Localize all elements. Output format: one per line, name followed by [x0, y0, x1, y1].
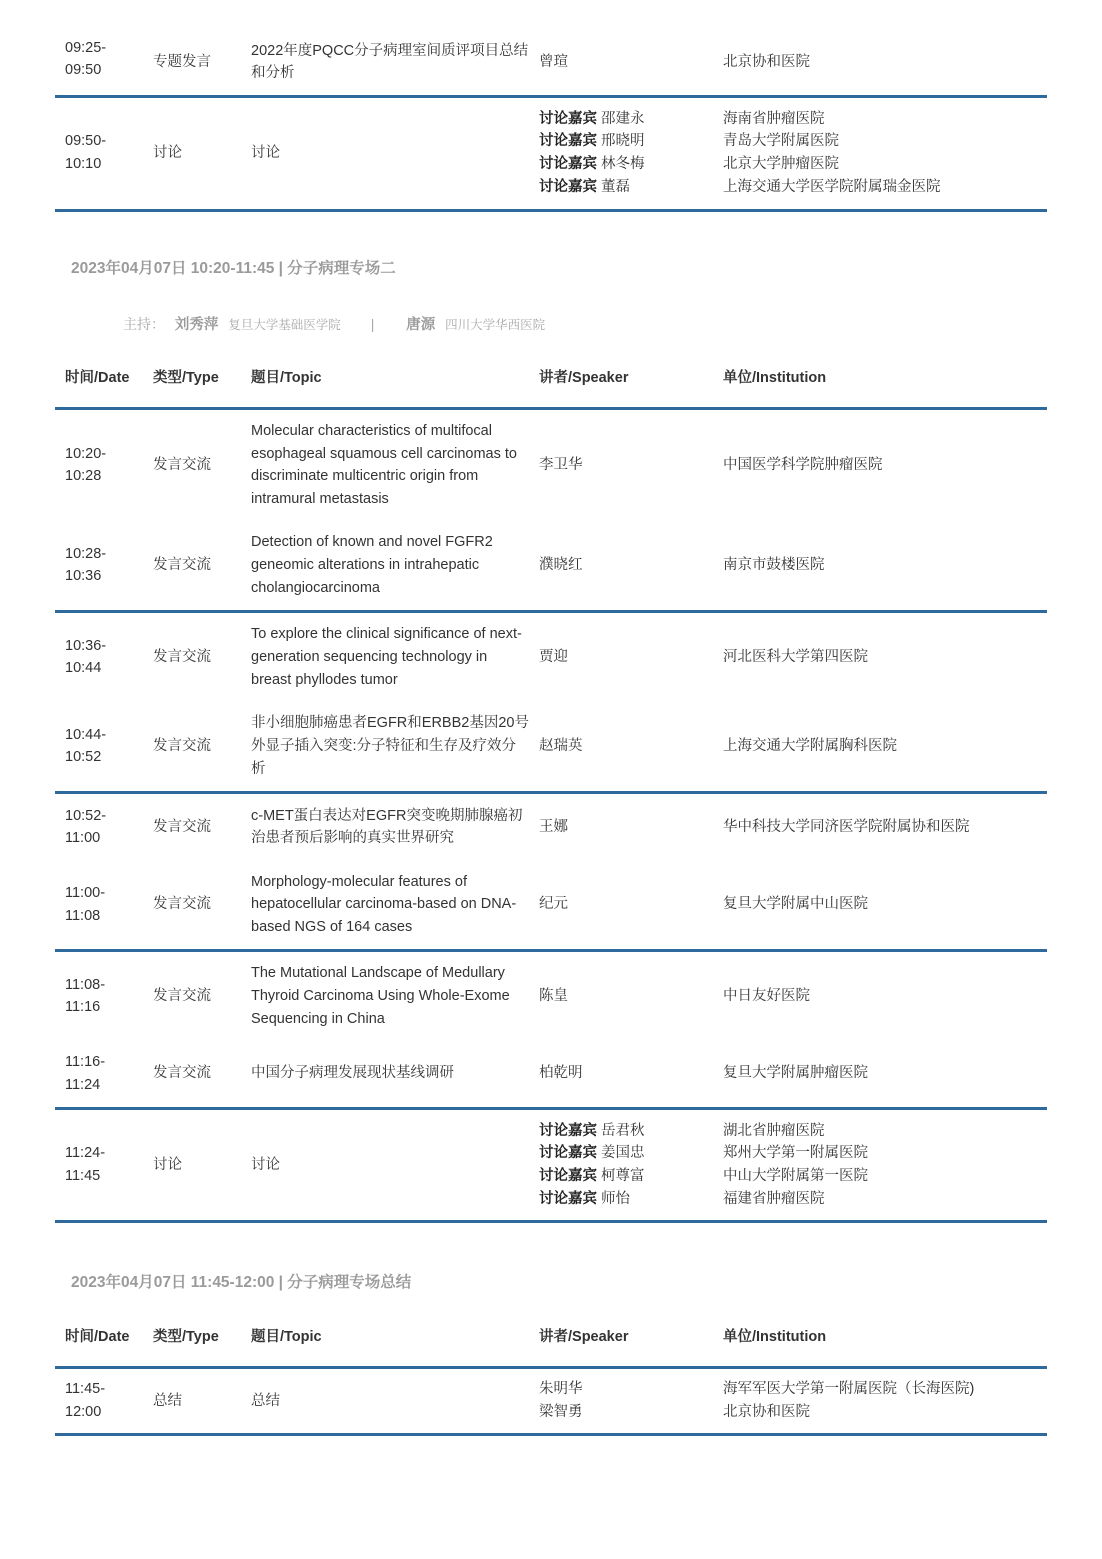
institution: 北京协和医院	[723, 1404, 810, 1420]
time-start: 10:52-	[65, 807, 107, 824]
session-type: 发言交流	[143, 702, 241, 793]
session-type: 专题发言	[143, 30, 241, 96]
session-type: 发言交流	[153, 456, 211, 473]
topic: 2022年度PQCC分子病理室间质评项目总结和分析	[241, 30, 529, 96]
institution: 郑州大学第一附属医院	[723, 1145, 868, 1162]
guest-label: 讨论嘉宾	[539, 178, 597, 195]
time-end: 10:10	[65, 156, 102, 172]
host-name: 唐源	[406, 317, 436, 333]
guest-label: 讨论嘉宾	[539, 156, 597, 172]
table-row	[55, 1041, 1047, 1109]
header-time: 时间/Date	[55, 349, 143, 409]
institution: 上海交通大学附属胸科医院	[713, 702, 1047, 793]
institution: 福建省肿瘤医院	[723, 1190, 825, 1207]
topic: c-MET蛋白表达对EGFR突变晚期肺腺癌初治患者预后影响的真实世界研究	[251, 807, 523, 847]
topic: 非小细胞肺癌患者EGFR和ERBB2基因20号外显子插入突变:分子特征和生存及疗效分析	[241, 702, 529, 793]
header-speaker: 讲者/Speaker	[529, 1308, 713, 1368]
speaker: 朱明华	[539, 1381, 583, 1398]
table-row	[55, 951, 1047, 1041]
guest-label: 讨论嘉宾	[539, 1122, 597, 1139]
table-row	[55, 30, 1047, 96]
header-type: 类型/Type	[143, 1308, 241, 1368]
guest-label: 讨论嘉宾	[539, 1168, 597, 1184]
institution: 复旦大学附属中山医院	[713, 861, 1047, 951]
header-topic: 题目/Topic	[241, 349, 529, 409]
session-type: 发言交流	[153, 648, 211, 665]
institution: 华中科技大学同济医学院附属协和医院	[723, 818, 970, 835]
topic: To explore the clinical significance of next-generation sequencing technology in breast phyllodes tumor	[251, 626, 522, 688]
speaker: 赵瑞英	[529, 702, 713, 793]
guest-name: 柯尊富	[601, 1168, 645, 1184]
table-row	[55, 409, 1047, 521]
guest-name: 邵建永	[601, 110, 645, 127]
table-row	[55, 861, 1047, 951]
speaker: 李卫华	[539, 456, 583, 473]
time-end: 09:50	[65, 62, 102, 79]
institution: 复旦大学附属肿瘤医院	[713, 1041, 1047, 1109]
institution: 中日友好医院	[723, 987, 810, 1004]
session-type: 总结	[143, 1368, 241, 1435]
session-type: 讨论	[143, 96, 241, 210]
guest-label: 讨论嘉宾	[539, 1190, 597, 1207]
time-start: 09:50-	[65, 133, 107, 150]
table-row-discussion	[55, 1109, 1047, 1222]
time-start: 11:45-	[65, 1381, 106, 1398]
topic: 讨论	[241, 96, 529, 210]
session-type: 发言交流	[143, 861, 241, 951]
guest-name: 姜国忠	[601, 1145, 645, 1162]
speaker: 纪元	[529, 861, 713, 951]
institutions	[713, 1368, 1047, 1435]
host-name: 刘秀萍	[174, 317, 219, 333]
guest-label: 讨论嘉宾	[539, 1145, 597, 1162]
table-row	[55, 1368, 1047, 1435]
time-start: 11:08-	[65, 976, 106, 993]
institution: 中山大学附属第一医院	[723, 1168, 868, 1184]
topic: 中国分子病理发展现状基线调研	[241, 1041, 529, 1109]
header-topic: 题目/Topic	[241, 1308, 529, 1368]
institution: 中国医学科学院肿瘤医院	[723, 456, 883, 473]
time-start: 10:28-	[65, 545, 107, 562]
institution: 上海交通大学医学院附属瑞金医院	[723, 178, 941, 195]
topic: The Mutational Landscape of Medullary Thyroid Carcinoma Using Whole-Exome Sequencing in China	[251, 965, 510, 1027]
agenda-table-session-3	[55, 1308, 1047, 1436]
session-title: 2023年04月07日 10:20-11:45 | 分子病理专场二	[71, 260, 396, 277]
time-end: 10:36	[65, 568, 102, 585]
time-end: 11:08	[65, 907, 101, 924]
table-row	[55, 702, 1047, 793]
guest-name: 林冬梅	[601, 156, 645, 172]
institution: 青岛大学附属医院	[723, 133, 839, 150]
session-type: 发言交流	[143, 1041, 241, 1109]
table-row	[55, 793, 1047, 861]
speaker: 曾瑄	[529, 30, 713, 96]
speakers	[529, 1368, 713, 1435]
time-end: 11:00	[65, 830, 101, 847]
topic: Molecular characteristics of multifocal esophageal squamous cell carcinomas to discriminate multicentric origin from intramural metastasis	[251, 422, 517, 507]
topic: 讨论	[241, 1109, 529, 1222]
institution: 湖北省肿瘤医院	[723, 1122, 825, 1139]
time-end: 10:44	[65, 660, 102, 677]
institution: 海军军医大学第一附属医院（长海医院)	[723, 1381, 975, 1398]
topic: 总结	[241, 1368, 529, 1435]
speaker: 柏乾明	[529, 1041, 713, 1109]
table-row-discussion	[55, 96, 1047, 210]
speaker: 贾迎	[539, 648, 568, 665]
time-start: 10:36-	[65, 637, 107, 654]
time-end: 10:52	[65, 749, 102, 766]
table-header	[55, 349, 1047, 409]
session-type: 发言交流	[143, 521, 241, 612]
guest-name: 岳君秋	[601, 1122, 645, 1139]
topic: Detection of known and novel FGFR2 geneomic alterations in intrahepatic cholangiocarcinoma	[241, 521, 529, 612]
header-institution: 单位/Institution	[713, 1308, 1047, 1368]
speaker: 陈皇	[539, 987, 568, 1004]
table-header	[55, 1308, 1047, 1368]
host-institution: 四川大学华西医院	[445, 318, 546, 332]
guest-name: 师怡	[601, 1190, 631, 1207]
header-institution: 单位/Institution	[713, 349, 1047, 409]
institution: 海南省肿瘤医院	[723, 110, 825, 127]
guest-name: 董磊	[601, 178, 631, 195]
agenda-table-session-2	[55, 349, 1047, 1223]
time-end: 10:28	[65, 468, 102, 485]
time-end: 12:00	[65, 1404, 102, 1420]
speaker: 濮晓红	[529, 521, 713, 612]
header-type: 类型/Type	[143, 349, 241, 409]
table-row	[55, 612, 1047, 702]
agenda-table-morning-end	[55, 30, 1047, 212]
time-end: 11:45	[65, 1168, 101, 1184]
institution: 河北医科大学第四医院	[723, 648, 868, 665]
header-time: 时间/Date	[55, 1308, 143, 1368]
header-speaker: 讲者/Speaker	[529, 349, 713, 409]
speaker: 梁智勇	[539, 1404, 583, 1420]
session-type: 发言交流	[153, 987, 211, 1004]
session-type: 讨论	[143, 1109, 241, 1222]
institution: 南京市鼓楼医院	[713, 521, 1047, 612]
host-separator: |	[370, 316, 375, 332]
institution: 北京协和医院	[713, 30, 1047, 96]
speaker: 王娜	[539, 818, 568, 835]
discussion-institutions	[713, 1109, 1047, 1222]
time-start: 10:44-	[65, 726, 107, 743]
discussion-institutions	[713, 96, 1047, 210]
host-label: 主持：	[123, 316, 165, 332]
guest-label: 讨论嘉宾	[539, 133, 597, 150]
institution: 北京大学肿瘤医院	[723, 156, 839, 172]
table-row	[55, 521, 1047, 612]
guest-label: 讨论嘉宾	[539, 110, 597, 127]
time-start: 11:16-	[65, 1054, 106, 1071]
session-title: 2023年04月07日 11:45-12:00 | 分子病理专场总结	[71, 1274, 412, 1291]
time-start: 11:00-	[65, 885, 106, 902]
discussion-guests	[529, 1109, 713, 1222]
time-end: 11:16	[65, 999, 101, 1016]
host-line	[55, 313, 545, 334]
host-institution: 复旦大学基础医学院	[228, 318, 341, 332]
topic: Morphology-molecular features of hepatocellular carcinoma-based on DNA-based NGS of 164 cases	[241, 861, 529, 951]
time-end: 11:24	[65, 1076, 101, 1093]
guest-name: 邢晓明	[601, 133, 645, 150]
discussion-guests	[529, 96, 713, 210]
time-start: 10:20-	[65, 445, 107, 462]
time-start: 09:25-	[65, 39, 107, 56]
session-type: 发言交流	[153, 818, 211, 835]
time-start: 11:24-	[65, 1145, 106, 1162]
